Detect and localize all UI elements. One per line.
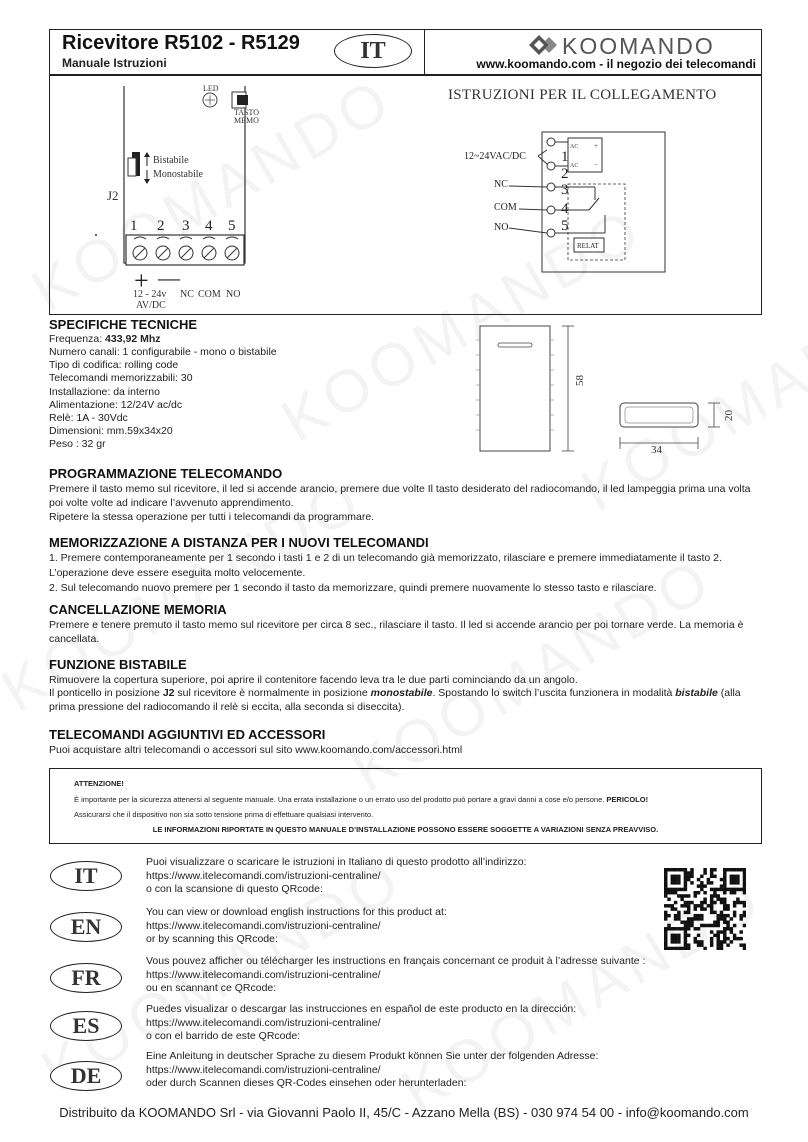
power-label: 12 - 24v xyxy=(133,289,167,300)
height-dimension: 58 xyxy=(574,375,586,386)
j2-label: J2 xyxy=(107,188,119,203)
terminal-number: 1 xyxy=(561,149,569,165)
spec-line: Relè: 1A - 30Vdc xyxy=(49,412,128,424)
warning-title: ATTENZIONE! xyxy=(74,779,124,788)
memory-reset-heading: CANCELLAZIONE MEMORIA xyxy=(49,602,227,617)
programming-heading: PROGRAMMAZIONE TELECOMANDO xyxy=(49,466,283,481)
terminal-number: 4 xyxy=(561,201,569,217)
terminal-number: 2 xyxy=(561,166,569,182)
memory-reset-text: Premere e tenere premuto il tasto memo sul ricevitore per circa 8 sec., rilasciare il tasto. Il led si accende arancio per poi tornare verde. La memoria è cancellata. xyxy=(49,619,744,645)
language-button-fr[interactable]: FR xyxy=(50,963,122,993)
plus-sign: + xyxy=(134,266,149,295)
koomando-logo-icon xyxy=(528,34,560,56)
receiver-board-diagram xyxy=(60,78,270,310)
page-title: Ricevitore R5102 - R5129 xyxy=(62,32,300,54)
connection-instructions-title: ISTRUZIONI PER IL COLLEGAMENTO xyxy=(448,87,717,103)
width-dimension: 34 xyxy=(651,444,662,456)
language-button-es[interactable]: ES xyxy=(50,1011,122,1041)
programming-text: Premere il tasto memo sul ricevitore, il led si accende arancio, premere due volte Il tasto desiderato del radiocomando, il led lampeggia prima una volta poi volte volte ad indicare l’avvenuto apprendimento. xyxy=(49,483,751,509)
spec-line: Alimentazione: 12/24V ac/dc xyxy=(49,399,183,411)
spec-line: Telecomandi memorizzabili: 30 xyxy=(49,372,193,384)
bistabile-label: Bistabile xyxy=(153,155,189,166)
terminal-number: 5 xyxy=(561,218,569,234)
language-badge: IT xyxy=(334,34,412,68)
spec-frequency: Frequenza: 433,92 Mhz xyxy=(49,333,161,345)
specs-heading: SPECIFICHE TECNICHE xyxy=(49,317,198,332)
nc-label: NC xyxy=(494,179,508,190)
qr-code-icon[interactable] xyxy=(664,868,746,950)
accessories-text: Puoi acquistare altri telecomandi o accessori sul sito www.koomando.com/accessori.html xyxy=(49,744,463,756)
website-link[interactable]: www.koomando.com - il negozio dei telecomandi xyxy=(476,57,756,71)
monostabile-label: Monostabile xyxy=(153,169,203,180)
bistable-text: Rimuovere la copertura superiore, poi aprire il contenitore facendo leva tra le due parti cominciando da un angolo. xyxy=(49,674,578,686)
memorization-step: 2. Sul telecomando nuovo premere per 1 secondo il tasto da memorizzare, quindi premere nuovamente lo stesso tasto e rilasciare. xyxy=(49,582,657,594)
connection-diagram xyxy=(455,120,755,300)
spec-line: Peso : 32 gr xyxy=(49,438,106,450)
minus-sign: — xyxy=(158,265,180,290)
no-label: NO xyxy=(226,289,241,300)
minus-sign: − xyxy=(594,161,598,169)
spec-line: Numero canali: 1 configurabile - mono o bistabile xyxy=(49,346,277,358)
dimensions-drawing xyxy=(470,320,740,460)
bistable-heading: FUNZIONE BISTABILE xyxy=(49,657,187,672)
language-instructions-it: Puoi visualizzare o scaricare le istruzioni in Italiano di questo prodotto all’indirizzo: https://www.itelecomandi.com/istruzioni-centraline/ o con la scansione di questo QRcode: xyxy=(146,856,666,897)
warning-line: È importante per la sicurezza attenersi al seguente manuale. Una errata installazione o un errato uso del prodotto può portare a gravi danni a cose e/o persone. PERICOLO! xyxy=(74,795,649,804)
language-button-en[interactable]: EN xyxy=(50,912,122,942)
ac-label: AC xyxy=(570,163,579,169)
remote-memorization-heading: MEMORIZZAZIONE A DISTANZA PER I NUOVI TELECOMANDI xyxy=(49,535,429,550)
header xyxy=(49,29,762,75)
plus-sign: + xyxy=(594,142,598,150)
bistable-text: Il ponticello in posizione J2 sul ricevitore è normalmente in posizione monostabile. Spostando lo switch l’uscita funzionera in modalità bistabile (alla prima pressione del radiocomando il relè si eccita, alla seconda si diseccita). xyxy=(49,687,741,713)
instructions-link[interactable]: https://www.itelecomandi.com/istruzioni-centraline/ xyxy=(146,919,381,932)
acdc-label: AV/DC xyxy=(136,300,166,310)
warning-box xyxy=(49,768,762,844)
language-instructions-es: Puedes visualizar o descargar las instrucciones en español de este producto en la dirección: https://www.itelecomandi.com/istruzioni-centraline/ o con el barrido de este QRcode: xyxy=(146,1003,666,1044)
instructions-link[interactable]: https://www.itelecomandi.com/istruzioni-centraline/ xyxy=(146,968,381,981)
nc-label: NC xyxy=(180,289,194,300)
footer-distributor: Distribuito da KOOMANDO Srl - via Giovanni Paolo II, 45/C - Azzano Mella (BS) - 030 974 54 00 - info@koomando.com xyxy=(59,1105,749,1120)
relay-label: RELAT xyxy=(577,242,599,250)
brand-logo: KOOMANDO xyxy=(562,33,715,59)
terminal-number: 3 xyxy=(561,182,569,198)
terminal-number: 3 xyxy=(182,218,190,234)
terminal-number: 5 xyxy=(228,218,236,234)
terminal-number: 4 xyxy=(205,218,213,234)
ac-label: AC xyxy=(570,144,579,150)
programming-text: Ripetere la stessa operazione per tutti i telecomandi da programmare. xyxy=(49,511,375,523)
tasto-label: TASTO xyxy=(234,108,259,117)
depth-dimension: 20 xyxy=(723,410,735,421)
spec-line: Tipo di codifica: rolling code xyxy=(49,359,179,371)
com-label: COM xyxy=(198,289,221,300)
instructions-link[interactable]: https://www.itelecomandi.com/istruzioni-centraline/ xyxy=(146,869,381,882)
memorization-step: L’operazione deve essere eseguita molto velocemente. xyxy=(49,567,306,579)
language-instructions-de: Eine Anleitung in deutscher Sprache zu diesem Produkt können Sie unter der folgenden Adresse: https://www.itelecomandi.com/istruzioni-centraline/ oder durch Scannen dieses QR-Codes einsehen oder herunterladen: xyxy=(146,1050,666,1091)
no-label: NO xyxy=(494,222,509,233)
terminal-number: 2 xyxy=(157,218,165,234)
led-label: LED xyxy=(203,84,219,93)
instructions-link[interactable]: https://www.itelecomandi.com/istruzioni-centraline/ xyxy=(146,1016,381,1029)
language-instructions-fr: Vous pouvez afficher ou télécharger les instructions en français concernant ce produit à l’adresse suivante : https://www.itelecomandi.com/istruzioni-centraline/ ou en scannant ce QRcode: xyxy=(146,955,666,996)
memo-label: MEMO xyxy=(234,116,259,125)
warning-line: Assicurarsi che il dispositivo non sia sotto tensione prima di effettuare qualsiasi intervento. xyxy=(74,810,374,819)
instructions-link[interactable]: https://www.itelecomandi.com/istruzioni-centraline/ xyxy=(146,1063,381,1076)
memorization-step: 1. Premere contemporaneamente per 1 secondo i tasti 1 e 2 di un telecomando già memorizzato, rilasciare e premere immediatamente il tasto 2. xyxy=(49,552,722,564)
terminal-number: 1 xyxy=(130,218,138,234)
language-instructions-en: You can view or download english instructions for this product at: https://www.itelecomandi.com/istruzioni-centraline/ or by scanning this QRcode: xyxy=(146,906,666,947)
page-subtitle: Manuale Istruzioni xyxy=(62,56,167,70)
supply-label: 12~24VAC/DC xyxy=(464,151,526,162)
com-label: COM xyxy=(494,202,517,213)
language-button-de[interactable]: DE xyxy=(50,1061,122,1091)
header-title-block xyxy=(50,30,425,74)
accessories-heading: TELECOMANDI AGGIUNTIVI ED ACCESSORI xyxy=(49,727,326,742)
spec-line: Installazione: da interno xyxy=(49,386,160,398)
warning-disclaimer: LE INFORMAZIONI RIPORTATE IN QUESTO MANUALE D’INSTALLAZIONE POSSONO ESSERE SOGGETTE A VARIAZIONI SENZA PREAVVISO. xyxy=(152,825,659,834)
language-button-it[interactable]: IT xyxy=(50,861,122,891)
spec-line: Dimensioni: mm.59x34x20 xyxy=(49,425,173,437)
